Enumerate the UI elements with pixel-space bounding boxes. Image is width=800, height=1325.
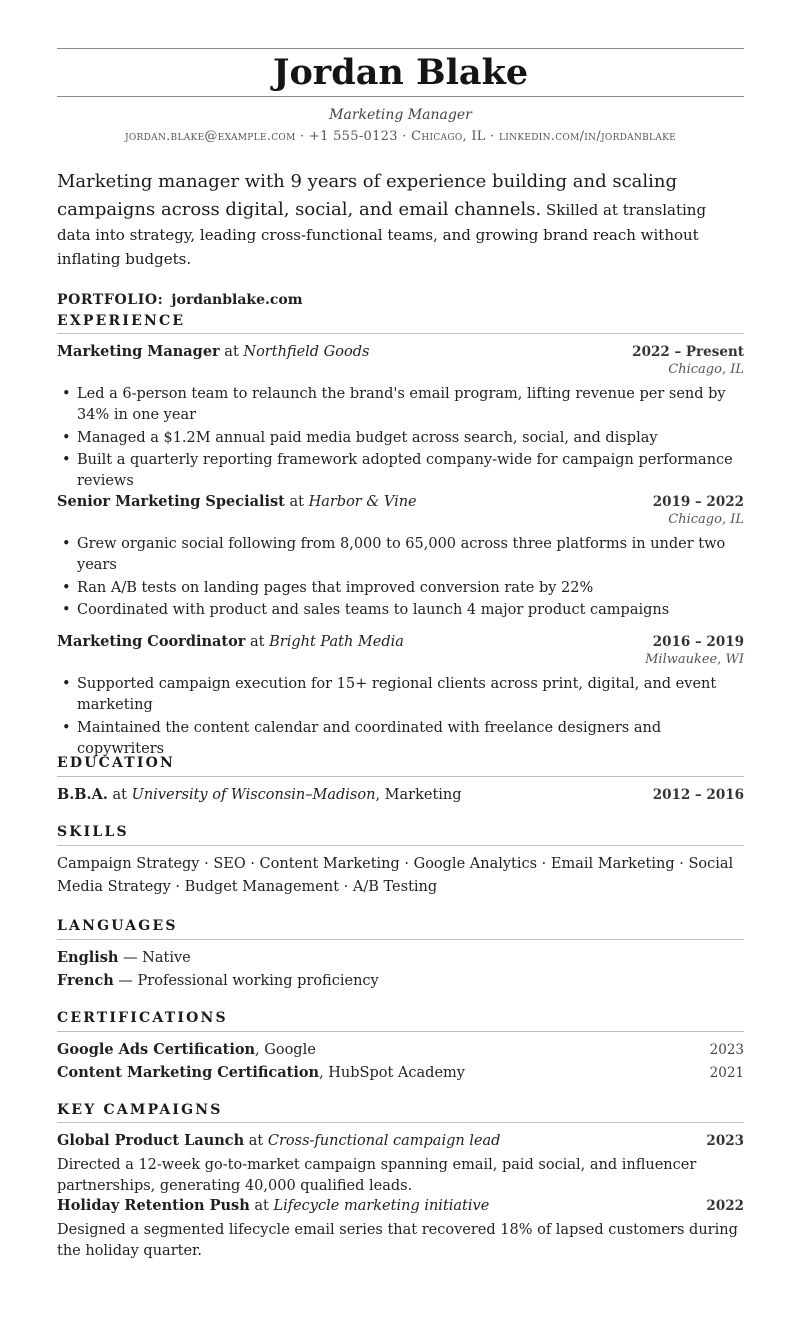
degree: B.B.A. <box>57 786 108 803</box>
certification-issuer: , Google <box>255 1042 316 1058</box>
skills-list: Campaign Strategy · SEO · Content Marketing · Google Analytics · Email Marketing · Social Media Strategy · Budget Management · A/B Testing <box>57 856 734 895</box>
section-rule <box>57 845 744 846</box>
portfolio-link[interactable]: jordanblake.com <box>171 292 303 308</box>
campaign-description: Designed a segmented lifecycle email series that recovered 18% of lapsed customers during the holiday quarter. <box>57 1222 738 1259</box>
certification-issuer: , HubSpot Academy <box>319 1065 465 1081</box>
job-location: Chicago, IL <box>668 362 744 377</box>
portfolio <box>57 291 303 309</box>
language-entry <box>57 948 744 968</box>
section-rule <box>57 333 744 334</box>
job-title: Marketing Coordinator <box>57 633 246 650</box>
summary-rest: Skilled at translating data into strategy, leading cross-functional teams, and growing brand reach without inflating budgets. <box>57 201 707 268</box>
job-dates: 2019 – 2022 <box>652 494 744 510</box>
campaign-at: at <box>254 1198 269 1214</box>
campaign-header <box>57 1131 744 1151</box>
section-rule <box>57 776 744 777</box>
contact-line: jordan.blake@example.com · +1 555-0123 · Chicago, IL · linkedin.com/in/jordanblake <box>124 129 677 144</box>
certification-entry <box>57 1063 744 1083</box>
job-title: Marketing Manager <box>57 343 220 360</box>
section-title-certifications: CERTIFICATIONS <box>57 1010 228 1026</box>
job-location: Chicago, IL <box>668 512 744 527</box>
certification-name: Content Marketing Certification <box>57 1064 320 1081</box>
language-level: — Professional working proficiency <box>113 973 379 989</box>
header-bottom-rule <box>57 96 744 97</box>
list-item: • Managed a $1.2M annual paid media budget across search, social, and display <box>57 428 744 449</box>
job-title: Senior Marketing Specialist <box>57 493 285 510</box>
certification-name: Google Ads Certification <box>57 1041 256 1058</box>
section-title-skills: SKILLS <box>57 824 129 840</box>
job-dates: 2022 – Present <box>632 344 744 360</box>
summary-lead: Marketing manager with 9 years of experience building and scaling campaigns across digital, social, and email channels. <box>57 171 678 220</box>
education-entry <box>57 785 744 805</box>
campaign-description: Directed a 12-week go-to-market campaign spanning email, paid social, and influencer partnerships, generating 40,000 qualified leads. <box>57 1157 697 1194</box>
list-item: • Supported campaign execution for 15+ regional clients across print, digital, and event marketing <box>57 674 744 716</box>
campaign-year: 2023 <box>706 1133 744 1149</box>
header-top-rule <box>57 48 744 49</box>
education-dates: 2012 – 2016 <box>652 787 744 803</box>
language-entry <box>57 971 744 991</box>
section-title-experience: EXPERIENCE <box>57 313 186 329</box>
campaign-role: Lifecycle marketing initiative <box>273 1198 490 1214</box>
campaign-at: at <box>248 1133 264 1149</box>
list-item: • Built a quarterly reporting framework adopted company-wide for campaign performance reviews <box>57 450 744 492</box>
list-item: • Coordinated with product and sales teams to launch 4 major product campaigns <box>57 600 744 621</box>
campaign-role: Cross-functional campaign lead <box>267 1133 501 1149</box>
portfolio-label: PORTFOLIO: <box>57 292 164 308</box>
section-rule <box>57 939 744 940</box>
section-rule <box>57 1031 744 1032</box>
campaign-header <box>57 1196 744 1216</box>
section-title-education: EDUCATION <box>57 755 176 771</box>
job-location: Milwaukee, WI <box>645 652 744 667</box>
job-company: Harbor & Vine <box>308 494 417 510</box>
job-company: Northfield Goods <box>243 344 370 360</box>
job-at: at <box>224 344 239 360</box>
campaign-name: Global Product Launch <box>57 1132 245 1149</box>
job-header <box>57 492 744 512</box>
language-level: — Native <box>118 950 191 966</box>
list-item: • Ran A/B tests on landing pages that improved conversion rate by 22% <box>57 578 744 599</box>
section-rule <box>57 1122 744 1123</box>
campaign-year: 2022 <box>706 1198 744 1214</box>
section-title-campaigns: KEY CAMPAIGNS <box>57 1102 223 1118</box>
campaign-name: Holiday Retention Push <box>57 1197 250 1214</box>
job-company: Bright Path Media <box>269 634 404 650</box>
language-name: English <box>57 949 119 966</box>
education-at: at <box>112 787 127 803</box>
job-dates: 2016 – 2019 <box>652 634 744 650</box>
certification-year: 2023 <box>709 1042 744 1058</box>
list-item: • Grew organic social following from 8,000 to 65,000 across three platforms in under two years <box>57 534 744 576</box>
list-item: • Led a 6-person team to relaunch the brand's email program, lifting revenue per send by 34% in one year <box>57 384 744 426</box>
job-bullets <box>57 674 744 761</box>
job-header <box>57 632 744 652</box>
field: , Marketing <box>375 787 462 803</box>
candidate-name: Jordan Blake <box>272 52 529 93</box>
school: University of Wisconsin–Madison <box>131 787 376 803</box>
job-at: at <box>250 634 265 650</box>
certification-year: 2021 <box>709 1065 744 1081</box>
list-item: • Maintained the content calendar and coordinated with freelance designers and copywriters <box>57 718 744 760</box>
job-bullets <box>57 534 744 623</box>
language-name: French <box>57 972 114 989</box>
job-header <box>57 342 744 362</box>
candidate-role: Marketing Manager <box>329 107 472 123</box>
job-at: at <box>289 494 304 510</box>
summary <box>57 168 744 271</box>
job-bullets <box>57 384 744 494</box>
section-title-languages: LANGUAGES <box>57 918 178 934</box>
certification-entry <box>57 1040 744 1060</box>
